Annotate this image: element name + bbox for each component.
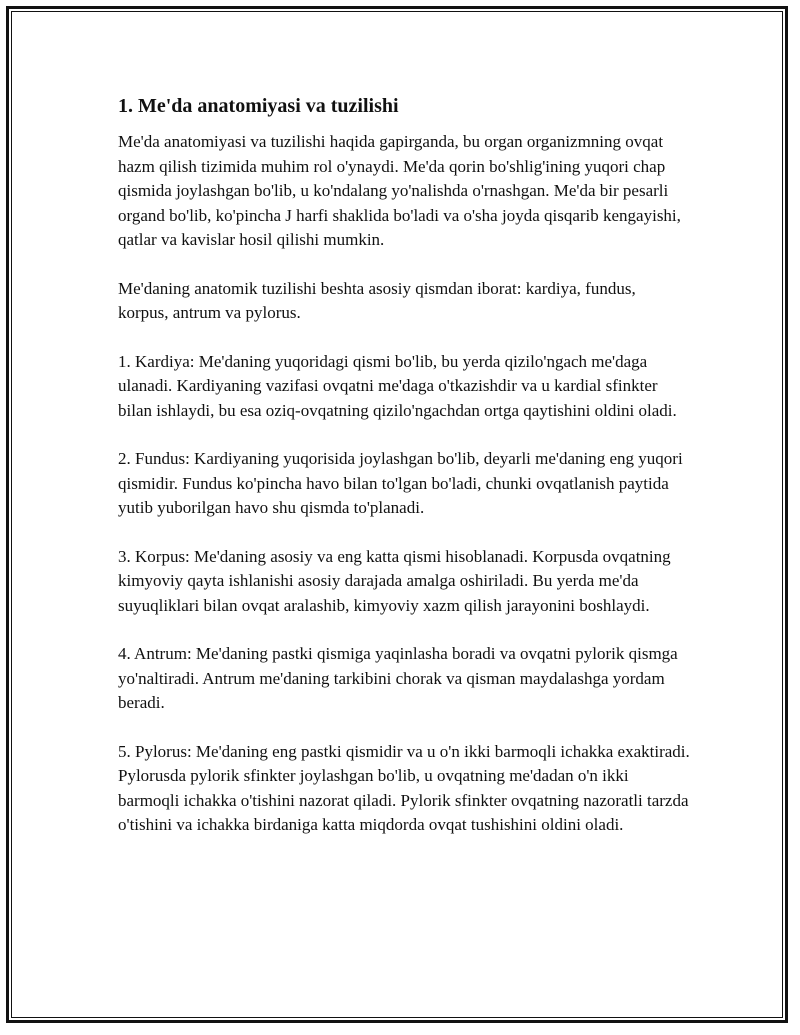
paragraph-kardiya: 1. Kardiya: Me'daning yuqoridagi qismi bo'lib, bu yerda qizilo'ngach me'daga ulanadi. Kardiyaning vazifasi ovqatni me'daga o'tkazishdir va u kardial sfinkter bilan ishlaydi, bu esa oziq-ovqatning qizilo'ngachdan ortga qaytishini oldini oladi. <box>118 351 677 420</box>
paragraph-pylorus: 5. Pylorus: Me'daning eng pastki qismidir va u o'n ikki barmoqli ichakka exaktiradi. Pylorusda pylorik sfinkter joylashgan bo'lib, u ovqatning me'dadan o'n ikki barmoqli ichakka o'tishini nazorat qiladi. Pylorik sfinkter ovqatning nazoratli tarzda o'tishini va ichakka birdaniga katta miqdorda ovqat tushishini oldini oladi. <box>118 741 690 834</box>
section-heading: 1. Me'da anatomiyasi va tuzilishi <box>118 95 399 117</box>
document-body <box>118 92 690 862</box>
paragraph-korpus: 3. Korpus: Me'daning asosiy va eng katta qismi hisoblanadi. Korpusda ovqatning kimyoviy qayta ishlanishi asosiy darajada amalga oshiriladi. Bu yerda me'da suyuqliklari bilan ovqat aralashib, kimyoviy xazm qilish jarayonini boshlaydi. <box>118 546 671 615</box>
paragraph-parts-overview: Me'daning anatomik tuzilishi beshta asosiy qismdan iborat: kardiya, fundus, korpus, antrum va pylorus. <box>118 278 636 322</box>
paragraph-intro: Me'da anatomiyasi va tuzilishi haqida gapirganda, bu organ organizmning ovqat hazm qilish tizimida muhim rol o'ynaydi. Me'da qorin bo'shlig'ining yuqori chap qismida joylashgan bo'lib, u ko'ndalang yo'nalishda o'rnashgan. Me'da bir pesarli organd bo'lib, ko'pincha J harfi shaklida bo'ladi va o'sha joyda qisqarib kengayishi, qatlar va kavislar hosil qilishi mumkin. <box>118 132 681 249</box>
paragraph-antrum: 4. Antrum: Me'daning pastki qismiga yaqinlasha boradi va ovqatni pylorik qismga yo'naltiradi. Antrum me'daning tarkibini chorak va qisman maydalashga yordam beradi. <box>118 644 678 712</box>
paragraph-fundus: 2. Fundus: Kardiyaning yuqorisida joylashgan bo'lib, deyarli me'daning eng yuqori qismidir. Fundus ko'pincha havo bilan to'lgan bo'ladi, chunki ovqatlanish paytida yutib yuborilgan havo shu qismda to'planadi. <box>118 449 683 517</box>
